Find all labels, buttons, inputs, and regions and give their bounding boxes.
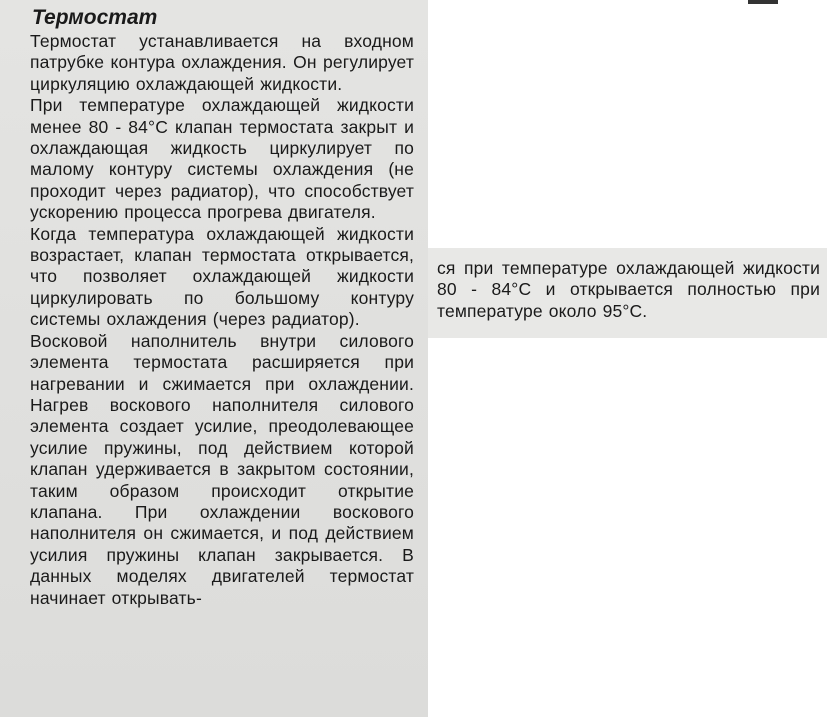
paragraph-continuation: ся при температуре охлаждающей жидкости 80 - 84°С и открывается полностью при температуре около 95°С. xyxy=(437,258,820,321)
paragraph-wax: Восковой наполнитель внутри силового элемента термостата расширяется при нагревании и сжимается при охлаждении. Нагрев воскового наполнителя силового элемента создает усилие, преодолевающее усилие пружины, под действием которой клапан удерживается в закрытом состоянии, таким образом происходит открытие клапана. При охлаждении воскового наполнителя он сжимается, и под действием усилия пружины клапан закрывается. В данных моделях двигателей термостат начинает открывать- xyxy=(30,330,414,608)
paragraph-intro: Термостат устанавливается на входном патрубке контура охлаждения. Он регулирует циркуляцию охлаждающей жидкости. xyxy=(30,31,414,94)
text-column-right xyxy=(437,258,820,322)
paragraph-cold: При температуре охлаждающей жидкости менее 80 - 84°С клапан термостата закрыт и охлаждающая жидкость циркулирует по малому контуру системы охлаждения (не проходит через радиатор), что способствует ускорению процесса прогрева двигателя. xyxy=(30,95,414,223)
section-title: Термостат xyxy=(32,6,158,29)
page-edge-mark xyxy=(748,0,778,4)
text-column-left xyxy=(30,6,414,609)
paragraph-hot: Когда температура охлаждающей жидкости возрастает, клапан термостата открывается, что позволяет охлаждающей жидкости циркулировать по большому контуру системы охлаждения (через радиатор). xyxy=(30,223,414,330)
